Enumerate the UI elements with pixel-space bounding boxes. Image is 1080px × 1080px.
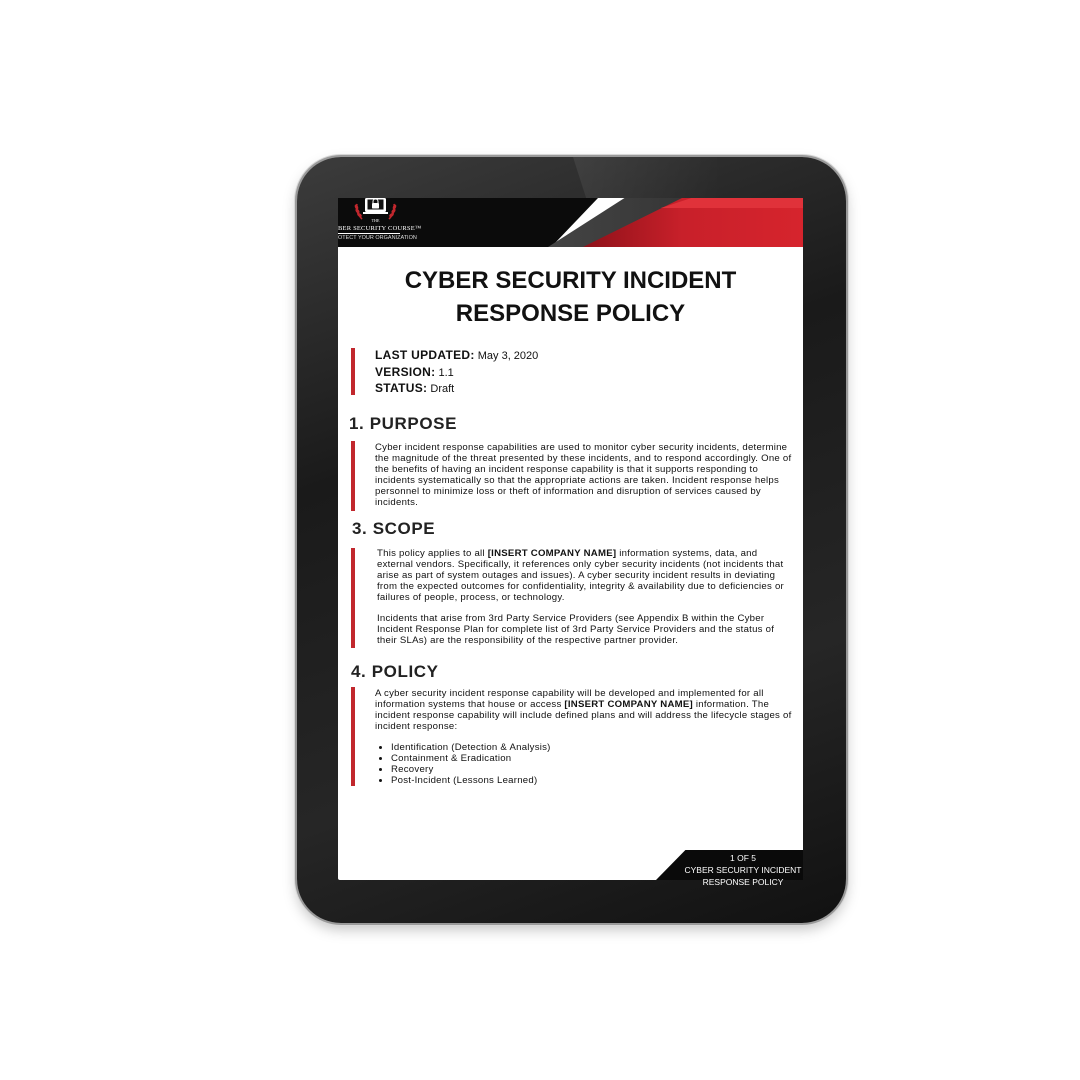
list-item: • Recovery [391, 764, 793, 775]
section-heading-purpose: 1. PURPOSE [349, 414, 458, 433]
meta-last-updated: LAST UPDATED: May 3, 2020 [375, 348, 539, 362]
list-item: • Containment & Eradication [391, 753, 793, 764]
meta-version: VERSION: 1.1 [375, 364, 454, 379]
meta-accent-bar [351, 348, 355, 395]
logo-tagline: OTECT YOUR ORGANIZATION [338, 235, 417, 241]
page-title-line-2: RESPONSE POLICY [455, 300, 686, 327]
footer-title-line-1: CYBER SECURITY INCIDENT [684, 865, 802, 875]
laurel-lock-icon [338, 198, 402, 225]
svg-text:THE: THE [371, 218, 380, 223]
policy-accent-bar [351, 687, 355, 786]
section-heading-policy: 4. POLICY [351, 662, 439, 681]
meta-status: STATUS: Draft [375, 381, 455, 395]
list-item: • Post-Incident (Lessons Learned) [391, 775, 793, 786]
company-name-placeholder: [INSERT COMPANY NAME] [487, 548, 617, 559]
purpose-accent-bar [351, 441, 355, 511]
page-footer [678, 852, 808, 888]
page-title [338, 264, 803, 330]
section-heading-scope: 3. SCOPE [352, 519, 436, 538]
logo-divider [338, 233, 400, 234]
company-name-placeholder: [INSERT COMPANY NAME] [564, 699, 693, 710]
footer-title-line-2: RESPONSE POLICY [702, 877, 784, 887]
scope-paragraph-2: Incidents that arise from 3rd Party Service Providers (see Appendix B within the Cyber Incident Response Plan for complete list of 3rd Party Service Providers and the status of their SLAs) are the responsibility of the respective partner provider. [377, 613, 775, 646]
course-logo [338, 198, 422, 247]
document-page[interactable] [338, 198, 803, 887]
logo-title: BER SECURITY COURSE™ [338, 225, 422, 232]
list-item: • Identification (Detection & Analysis) [391, 742, 793, 753]
purpose-paragraph: Cyber incident response capabilities are used to monitor cyber security incidents, determine the magnitude of the threat presented by these incidents, and to respond accordingly. One of the benefits of having an incident response capability is that it supports responding to incidents systematically so that the appropriate actions are taken. Incident response helps personnel to minimize loss or theft of information and disruption of services caused by incidents. [375, 442, 792, 508]
page-title-line-1: CYBER SECURITY INCIDENT [404, 267, 737, 294]
lifecycle-list [375, 742, 793, 786]
page-number: 1 OF 5 [730, 853, 756, 863]
scope-accent-bar [351, 548, 355, 648]
scope-paragraph-1: This policy applies to all [INSERT COMPANY NAME] information systems, data, and external vendors. Specifically, it references only cyber security incidents (not incidents that arise as part of system outages and issues). A cyber security incident results in deviating from the expected outcomes for confidentiality, integrity & availability due to deficiencies or failures of people, process, or technology. [377, 548, 784, 603]
page-header-banner [338, 198, 803, 247]
tablet-device [297, 157, 846, 923]
policy-paragraph: A cyber security incident response capability will be developed and implemented for all information systems that house or access [INSERT COMPANY NAME] information. The incident response capability will include defined plans and will address the lifecycle stages of incident response: [375, 688, 792, 732]
document-metadata [375, 348, 538, 398]
